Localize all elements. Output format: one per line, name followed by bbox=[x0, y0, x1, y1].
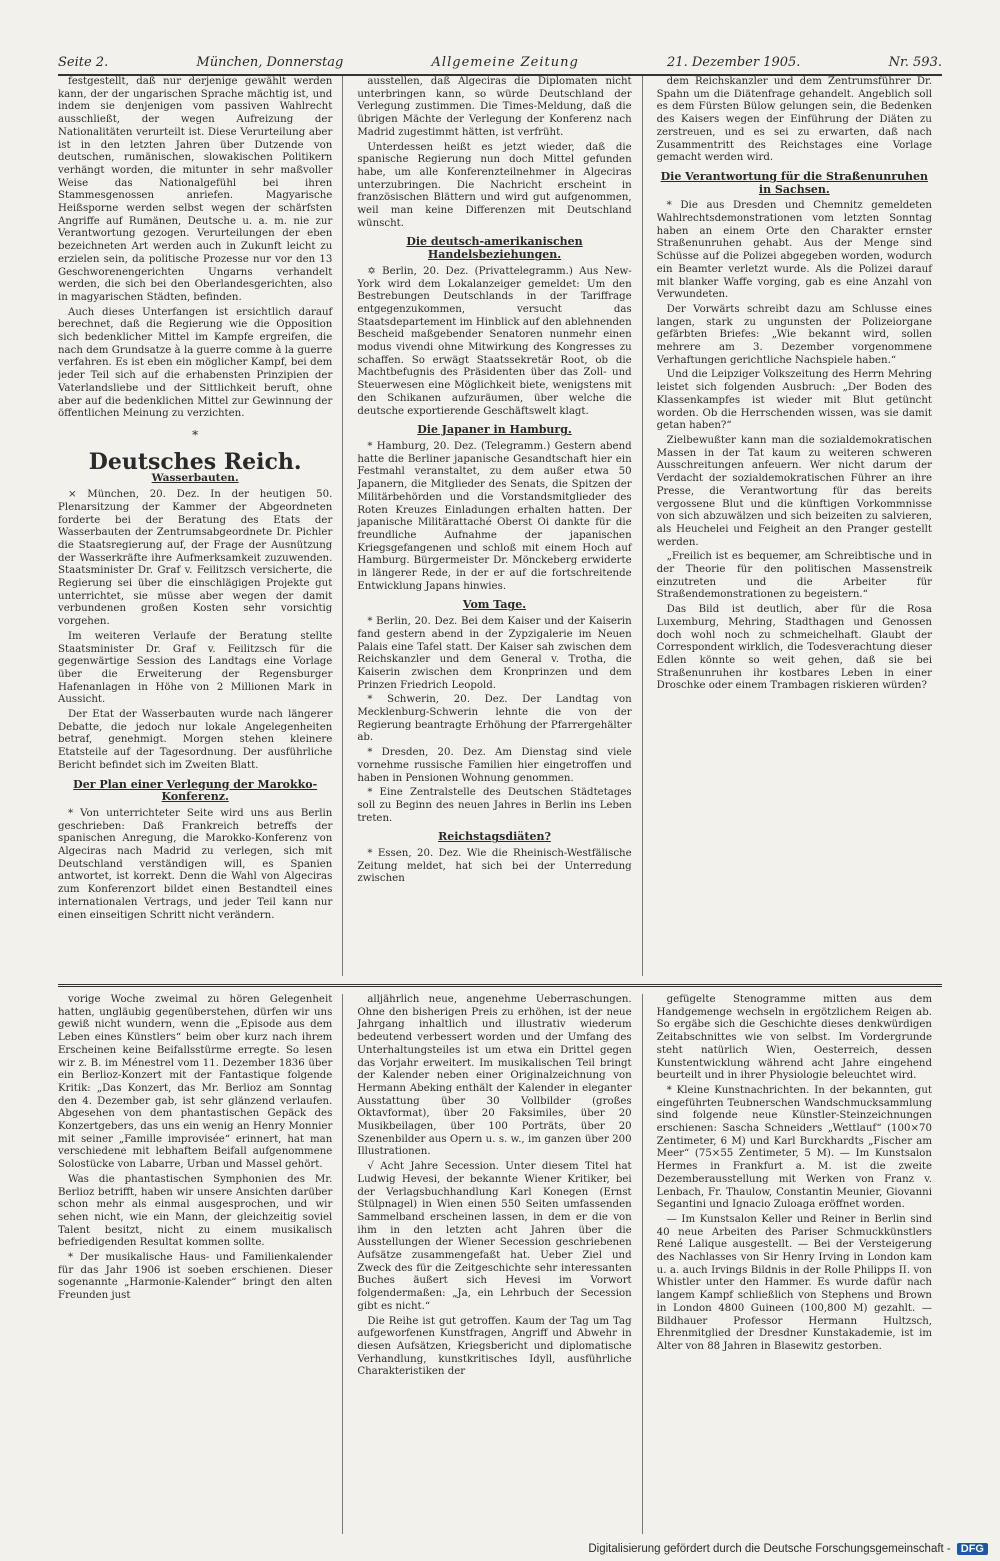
feuilleton-column-3 bbox=[657, 994, 942, 1534]
article-paragraph: — Im Kunstsalon Keller und Reiner in Berlin sind 40 neue Arbeiten des Pariser Schmuckkünstlers René Lalique ausgestellt. — Bei der Versteigerung des Nachlasses von Sir Henry Irving in London kam u. a. auch Irvings Bildnis in der Rolle Philipps II. von Whistler unter den Hammer. Es wurde dafür nach langem Kampf schließlich von Stephens und Brown in London 4800 Guineen (100,800 M) gezahlt. — Bildhauer Professor Hermann Hultzsch, Ehrenmitglied der Dresdner Kunstakademie, ist im Alter von 88 Jahren in Blasewitz gestorben. bbox=[656, 1213, 932, 1352]
article-paragraph: * Berlin, 20. Dez. Bei dem Kaiser und der Kaiserin fand gestern abend in der Zypzigalerie im Neuen Palais eine Tafel statt. Der Kaiser sah zwischen dem Reichskanzler und dem General v. Trotha, die Kaiserin zwischen dem Kronprinzen und dem Prinzen Friedrich Leopold. bbox=[357, 616, 632, 691]
article-paragraph: * Hamburg, 20. Dez. (Telegramm.) Gestern abend hatte die Berliner japanische Gesandtschaft hier ein Festmahl veranstaltet, zu dem außer etwa 50 Japanern, die Mitglieder des Senats, die Spitzen der Militärbehörden und die Vorstandsmitglieder des Roten Kreuzes Einladungen erhalten hatten. Der japanische Militärattaché Oberst Oi dankte für die freundliche Aufnahme der japanischen Kriegsgefangenen und schloß mit einem Hoch auf Hamburg. Bürgermeister Dr. Mönckeberg erwiderte in längerer Rede, in der er auf die fortschreitende Entwicklung Japans hinwies. bbox=[357, 440, 632, 592]
article-paragraph: Was die phantastischen Symphonien des Mr. Berlioz betrifft, haben wir unsere Ansichten darüber schon mehr als einmal ausgesprochen, und wir sehen nicht, wie ein Mann, der gleichzeitig soviel Talent besitzt, nicht zu einem musikalisch befriedigenden Resultat kommen sollte. bbox=[58, 1173, 333, 1249]
feuilleton-columns bbox=[58, 994, 942, 1534]
newspaper-title: Allgemeine Zeitung bbox=[431, 55, 579, 70]
article-heading: Die Verantwortung für die Straßenunruhen in Sachsen. bbox=[660, 169, 929, 196]
article-paragraph: Das Bild ist deutlich, aber für die Rosa Luxemburg, Mehring, Stadthagen und Genossen doch wohl noch zu schmeichelhaft. Glaubt der Correspondent wirklich, die Todesverachtung dieser Edlen könnte so weit gehen, daß sie bei Straßenunruhen ihr kostbares Leben in einer Droschke oder einem Trambagen riskieren würden? bbox=[656, 604, 932, 692]
article-paragraph: Der Vorwärts schreibt dazu am Schlusse eines langen, stark zu ungunsten der Polizeiorgane gefärbten Briefes: „Wie bekannt wird, sollen mehrere am 3. Dezember vorgenommene Verhaftungen gerichtliche Nachspiele haben.“ bbox=[656, 303, 932, 366]
article-paragraph: Unterdessen heißt es jetzt wieder, daß die spanische Regierung nun doch Mittel gefunden habe, um alle Konferenzteilnehmer in Algeciras unterzubringen. Die Nachricht erscheint in französischen Blättern und wird gut aufgenommen, weil man keine Differenzen mit Deutschland wünscht. bbox=[357, 141, 632, 229]
article-paragraph: Auch dieses Unterfangen ist ersichtlich darauf berechnet, daß die Regierung wie die Opposition sich bedenklicher Mittel im Kampfe ergreifen, die nach dem Grundsatze à la guerre comme à la guerre verfahren. Es ist eben ein möglicher Kampf, bei dem jeder Teil sich auf die erhabensten Prinzipien der Vaterlandsliebe und der Sittlichkeit beruft, ohne aber auf die bedenklichen Mittel zur Gewinnung der öffentlichen Meinung zu verzichten. bbox=[58, 306, 333, 420]
issue-number: Nr. 593. bbox=[888, 55, 942, 70]
separator-star: * bbox=[192, 427, 199, 442]
article-heading: Reichstagsdiäten? bbox=[438, 830, 551, 844]
news-column-3 bbox=[657, 76, 942, 976]
article-paragraph: alljährlich neue, angenehme Ueberraschungen. Ohne den bisherigen Preis zu erhöhen, ist der neue Jahrgang inhaltlich und illustrativ wiederum bedeutend verbessert worden und der Umfang des Unterhaltungsteiles ist um etwa ein Drittel gegen das Vorjahr erweitert. Im musikalischen Teil bringt der Kalender neben einer Originalzeichnung von Hermann Abeking enthält der Kalender in eleganter Ausstattung über 30 Vollbilder (großes Oktavformat), über 20 Faksimiles, über 20 Musikbeilagen, über 100 Porträts, über 20 Szenenbilder aus Opern u. s. w., im ganzen über 200 Illustrationen. bbox=[357, 994, 632, 1158]
article-paragraph: Die Reihe ist gut getroffen. Kaum der Tag um Tag aufgeworfenen Kunstfragen, Angriff und Abwehr in diesen Aufsätzen, Kriegsbericht und diplomatische Verhandlung, kunstkritisches Idyll, ausführliche Charakteristiken der bbox=[357, 1315, 632, 1378]
issue-date: 21. Dezember 1905. bbox=[667, 55, 801, 70]
subsection-heading: Wasserbauten. bbox=[151, 472, 239, 485]
article-paragraph: gefügelte Stenogramme mitten aus dem Handgemenge wechseln in ergötzlichem Reigen ab. So ergäbe sich die Geschichte dieses denkwürdigen Zeitabschnittes wie von selbst. Im Vordergrunde steht natürlich Wien, Oesterreich, dessen Kunstentwicklung während acht Jahre eingehend beurteilt und in ihrer Physiologie beleuchtet wird. bbox=[656, 994, 932, 1082]
article-paragraph: Der Etat der Wasserbauten wurde nach längerer Debatte, die jedoch nur lokale Angelegenheiten betraf, genehmigt. Morgen stehen kleinere Etatsteile auf der Tagesordnung. Der ausführliche Bericht befindet sich im Zweiten Blatt. bbox=[58, 709, 333, 771]
feuilleton-column-2 bbox=[357, 994, 642, 1534]
article-paragraph: „Freilich ist es bequemer, am Schreibtische und in der Theorie für den politischen Massenstreik einzutreten und die Arbeiter für Straßendemonstrationen zu begeistern.“ bbox=[656, 551, 932, 601]
page-header bbox=[58, 44, 942, 76]
article-paragraph: × München, 20. Dez. In der heutigen 50. Plenarsitzung der Kammer der Abgeordneten forderte bei der Beratung des Etats der Wasserbauten der Zentrumsabgeordnete Dr. Pichler die Staatsregierung auf, der Frage der Ausnützung der Wasserkräfte ihre Aufmerksamkeit zuzuwenden. Staatsminister Dr. Graf v. Feilitzsch versicherte, die Regierung sei über die einschlägigen Projekte gut unterrichtet, sie müsse aber wegen der damit verbundenen großen Kosten sehr vorsichtig vorgehen. bbox=[58, 489, 333, 628]
dfg-logo: DFG bbox=[957, 1543, 988, 1555]
section-heading: Deutsches Reich. bbox=[88, 448, 302, 475]
news-column-2 bbox=[357, 76, 642, 976]
place-day: München, Donnerstag bbox=[196, 55, 344, 70]
article-paragraph: Und die Leipziger Volkszeitung des Herrn Mehring leistet sich folgenden Ausbruch: „Der Boden des Klassenkampfes ist wieder mit Blut getüncht worden. Ob die Herrschenden wissen, was sie damit getan haben?“ bbox=[656, 369, 932, 432]
article-paragraph: ✡ Berlin, 20. Dez. (Privattelegramm.) Aus New-York wird dem Lokalanzeiger gemeldet: Um den Bestrebungen Deutschlands in der Tariffrage entgegenzukommen, versucht das Staatsdepartement im Hinblick auf den ablehnenden Bescheid maßgebender Senatoren nunmehr einen modus vivendi ohne Mitwirkung des Kongresses zu schaffen. So erwägt Staatssekretär Root, ob die Machtbefugnis des Präsidenten über das Zoll- und Steuerwesen eine Möglichkeit biete, wenigstens mit den Schikanen aufzuräumen, über welche die deutsche exportierende Geschäftswelt klagt. bbox=[357, 265, 632, 417]
article-paragraph: festgestellt, daß nur derjenige gewählt werden kann, der der ungarischen Sprache mächtig ist, und indem sie denjenigen vom passiven Wahlrecht ausschließt, der wegen Aufreizung der Nationalitäten verurteilt ist. Diese Verurteilung aber ist in den letzten Jahren über Dutzende von deutschen, rumänischen, slowakischen Politikern verhängt worden, die mitunter in sehr maßvoller Weise das Nationalgefühl bei ihren Stammesgenossen anriefen. Magyarische Heißsporne werden selbst wegen der schärfsten Angriffe auf Rumänen, Deutsche u. a. m. nie zur Verantwortung gezogen. Verurteilungen der eben bezeichneten Art werden auch in Zukunft leicht zu erzielen sein, da politische Prozesse nur vor den 13 Geschworenengerichten Ungarns verhandelt werden, die sich bei den Oberlandesgerichten, also in magyarischen Städten, befinden. bbox=[58, 76, 333, 303]
article-paragraph: * Essen, 20. Dez. Wie die Rheinisch-Westfälische Zeitung meldet, hat sich bei der Unterredung zwischen bbox=[357, 848, 632, 885]
article-paragraph: ausstellen, daß Algeciras die Diplomaten nicht unterbringen kann, so würde Deutschland der Verlegung zustimmen. Die Times-Meldung, daß die übrigen Mächte der Verlegung der Konferenz nach Madrid zugestimmt hätten, ist verfrüht. bbox=[357, 76, 632, 138]
news-column-1 bbox=[58, 76, 343, 976]
article-paragraph: * Schwerin, 20. Dez. Der Landtag von Mecklenburg-Schwerin lehnte die von der Regierung beantragte Erhöhung der Pfarrergehälter ab. bbox=[357, 694, 632, 744]
article-paragraph: Im weiteren Verlaufe der Beratung stellte Staatsminister Dr. Graf v. Feilitzsch für die gegenwärtige Session des Landtags eine Vorlage über die Erweiterung der Regensburger Hafenanlagen in Höhe von 2 Millionen Mark in Aussicht. bbox=[58, 630, 333, 706]
feuilleton-divider bbox=[58, 984, 942, 987]
article-paragraph: * Von unterrichteter Seite wird uns aus Berlin geschrieben: Daß Frankreich betreffs der spanischen Anregung, die Marokko-Konferenz von Algeciras nach Madrid zu verlegen, sich mit Deutschland verständigen will, es Spanien antwortet, ist korrekt. Denn die Wahl von Algeciras zum Konferenzort bildet einen Bestandteil eines internationalen Vertrags, und jeder Teil kann nur einen einseitigen Schritt nicht verändern. bbox=[58, 807, 333, 921]
article-heading: Vom Tage. bbox=[462, 598, 527, 612]
news-columns bbox=[58, 76, 942, 976]
page-number: Seite 2. bbox=[58, 55, 109, 70]
article-paragraph: Zielbewußter kann man die sozialdemokratischen Massen in der Tat kaum zu weiteren schweren Ausschreitungen anfeuern. Wer nicht darum der Verdacht der sozialdemokratischen Führer an ihre Presse, die Verantwortung für das bereits vergossene Blut und die künftigen Vorkommnisse von sich abzuwälzen und sich beizeiten zu salvieren, als Heuchelei und Feigheit an den Pranger gestellt werden. bbox=[656, 434, 932, 548]
article-paragraph: * Kleine Kunstnachrichten. In der bekannten, gut eingeführten Teubnerschen Wandschmucksammlung sind folgende neue Künstler-Steinzeichnungen erschienen: Sascha Schneiders „Wettlauf“ (100×70 Zentimeter, 6 M) und Karl Burckhardts „Fischer am Meer“ (75×55 Zentimeter, 5 M). — Im Kunstsalon Hermes in Frankfurt a. M. ist die zweite Dezemberausstellung mit Werken von Franz v. Lenbach, Fr. Thaulow, Constantin Meunier, Giovanni Segantini und Ignacio Zuloaga eröffnet worden. bbox=[656, 1084, 932, 1211]
digitization-footer bbox=[0, 1537, 1000, 1561]
article-paragraph: dem Reichskanzler und dem Zentrumsführer Dr. Spahn um die Diätenfrage gehandelt. Angeblich soll es dem Fürsten Bülow gelungen sein, die Bedenken des Kaisers wegen der Einführung der Diäten zu zerstreuen, und es sei zu erwarten, daß nach Zusammentritt des Reichstages eine Vorlage gemacht werden wird. bbox=[656, 76, 932, 164]
article-paragraph: vorige Woche zweimal zu hören Gelegenheit hatten, ungläubig gegenüberstehen, dürfen wir uns gewiß nicht wundern, wenn die „Episode aus dem Leben eines Künstlers“ beim ober kurz nach ihrem Erscheinen keine Beifallsstürme erregte. So lesen wir z. B. im Ménestrel vom 11. Dezember 1836 über ein Berlioz-Konzert mit der Fantastique folgende Kritik: „Das Konzert, das Mr. Berlioz am Sonntag den 4. Dezember gab, ist sehr glänzend verlaufen. Abgesehen von dem phantastischen Gepäck des Konzertgebers, das uns ein wenig an Henry Monnier mit seiner „Famille improvisée“ erinnert, hat man verschiedene mit lebhaftem Beifall aufgenommene Solostücke von Labarre, Urban und Massel gehört. bbox=[58, 994, 333, 1171]
article-paragraph: * Die aus Dresden und Chemnitz gemeldeten Wahlrechtsdemonstrationen vom letzten Sonntag haben an einem Orte den Charakter ernster Straßenunruhen gehabt. Aus der Menge sind Schüsse auf die Polizei abgegeben worden, wodurch ein Beamter verletzt wurde. Als die Polizei darauf mit blanker Waffe vorging, gab es eine Anzahl von Verwundeten. bbox=[656, 200, 932, 301]
article-paragraph: * Eine Zentralstelle des Deutschen Städtetages soll zu Beginn des neuen Jahres in Berlin ins Leben treten. bbox=[357, 787, 632, 824]
article-paragraph: * Der musikalische Haus- und Familienkalender für das Jahr 1906 ist soeben erschienen. Dieser sogenannte „Harmonie-Kalender“ bringt den alten Freunden just bbox=[58, 1252, 333, 1302]
article-heading: Die Japaner in Hamburg. bbox=[417, 423, 572, 437]
article-paragraph: * Dresden, 20. Dez. Am Dienstag sind viele vornehme russische Familien hier eingetroffen und haben in Pensionen Wohnung genommen. bbox=[357, 747, 632, 784]
article-paragraph: √ Acht Jahre Secession. Unter diesem Titel hat Ludwig Hevesi, der bekannte Wiener Kritiker, bei der Verlagsbuchhandlung Karl Konegen (Ernst Stülpnagel) in Wien einen 550 Seiten umfassenden Sammelband erscheinen lassen, in dem er die von ihm in den letzten acht Jahren über die Ausstellungen der Wiener Secession geschriebenen Aufsätze zusammengefaßt hat. Ueber Ziel und Zweck des für die Zeitgeschichte sehr interessanten Buches äußert sich Hevesi im Vorwort folgendermaßen: „Ja, ein Lehrbuch der Secession gibt es nicht.“ bbox=[357, 1161, 632, 1312]
feuilleton-column-1 bbox=[58, 994, 343, 1534]
article-heading: Die deutsch-amerikanischen Handelsbeziehungen. bbox=[406, 235, 583, 262]
article-heading: Der Plan einer Verlegung der Marokko-Konferenz. bbox=[73, 777, 318, 804]
footer-text: Digitalisierung gefördert durch die Deutsche Forschungsgemeinschaft - bbox=[588, 1543, 951, 1555]
